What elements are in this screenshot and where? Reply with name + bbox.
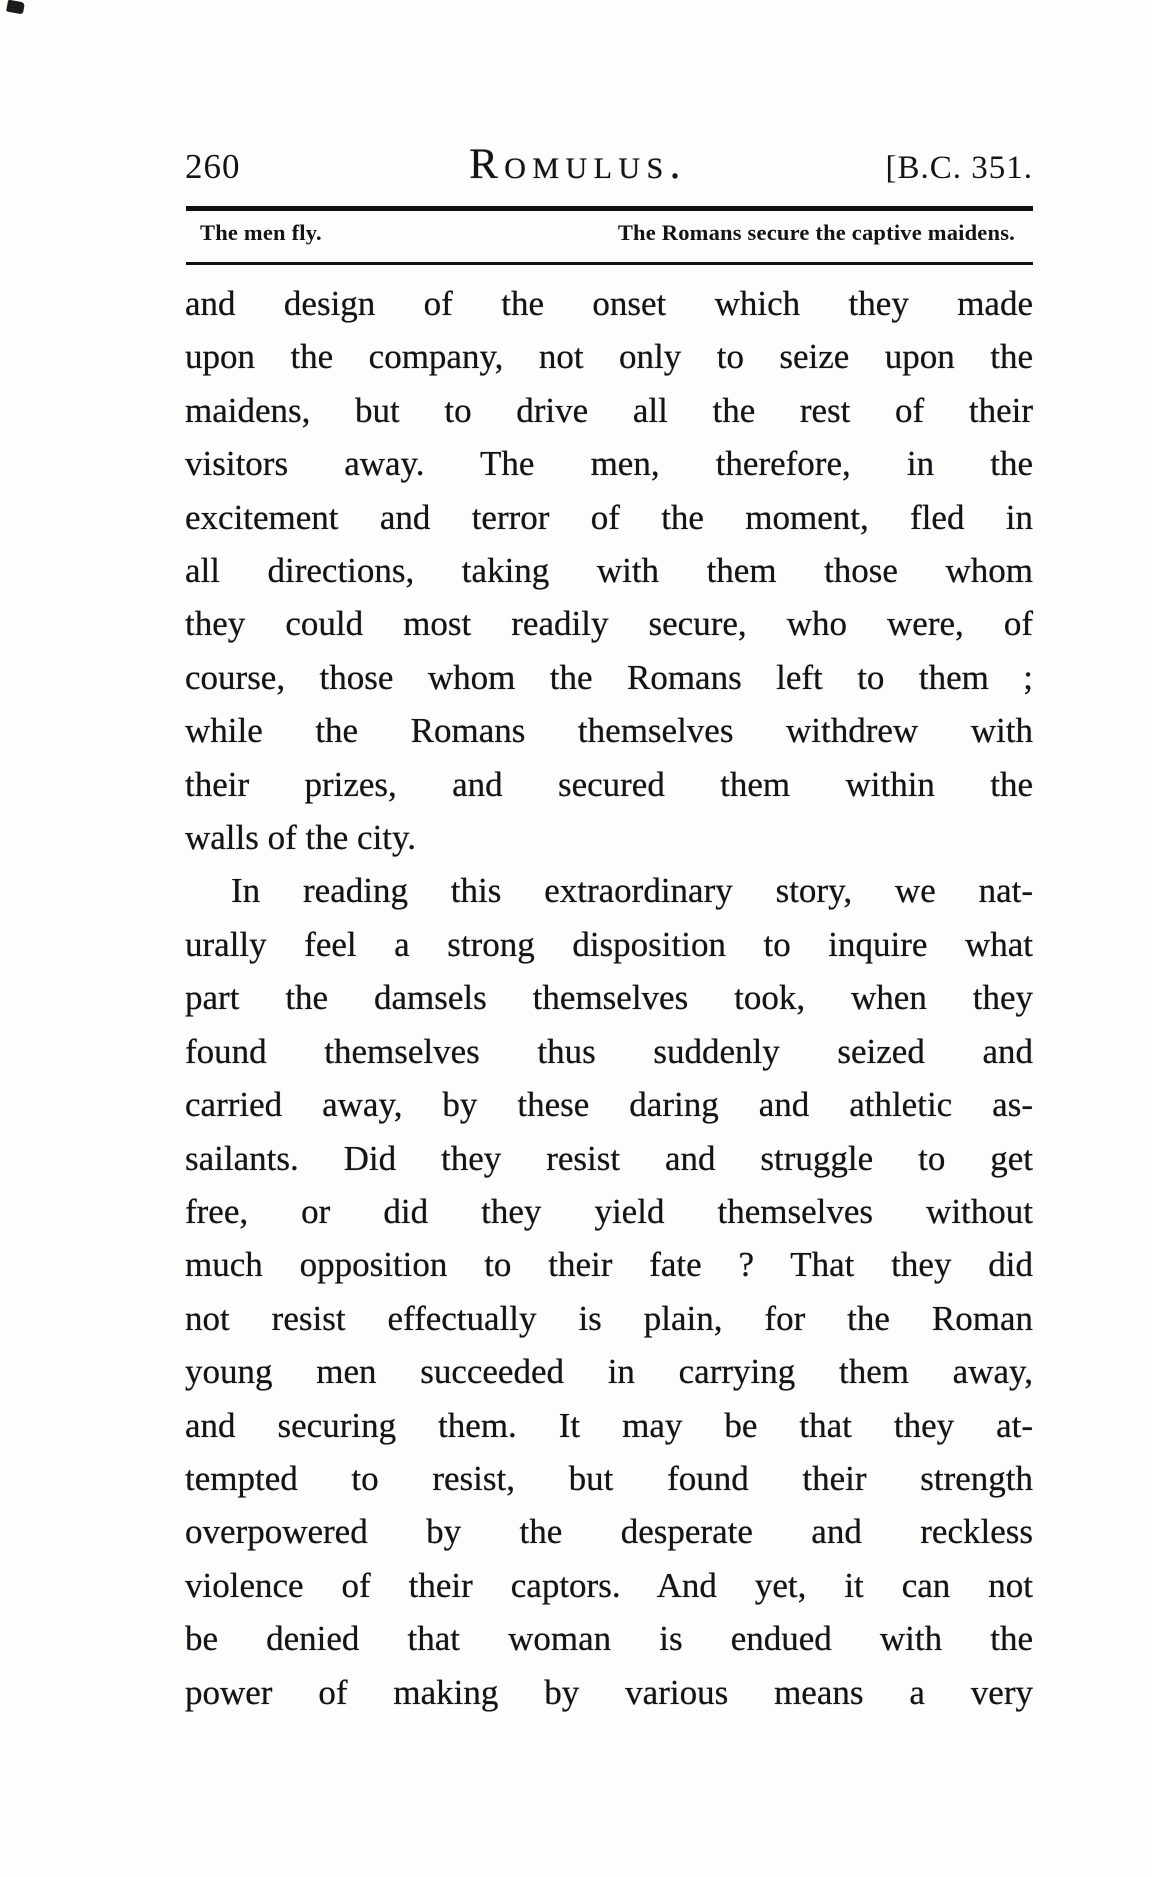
page-number: 260 <box>185 147 241 186</box>
text-line: visitors away. The men, therefore, in the <box>185 444 1033 484</box>
running-heads <box>185 220 1033 246</box>
text-line: In reading this extraordinary story, we nat- <box>231 871 1033 911</box>
text-line: while the Romans themselves withdrew with <box>185 711 1033 751</box>
era-marker: [B.C. 351. <box>885 150 1033 186</box>
text-line: power of making by various means a very <box>185 1672 1033 1712</box>
text-line: overpowered by the desperate and reckless <box>185 1512 1033 1552</box>
running-head-right: The Romans secure the captive maidens. <box>617 220 1015 245</box>
running-head-left: The men fly. <box>200 220 322 245</box>
text-line: free, or did they yield themselves without <box>185 1191 1033 1231</box>
scan-artifact <box>6 0 25 14</box>
text-line: maidens, but to drive all the rest of their <box>185 390 1033 430</box>
header-rule-thick <box>186 206 1033 211</box>
text-line: their prizes, and secured them within the <box>185 764 1033 804</box>
text-line: and design of the onset which they made <box>185 284 1033 323</box>
body-text <box>185 277 1033 1719</box>
text-line: walls of the city. <box>185 818 417 858</box>
text-line: upon the company, not only to seize upon the <box>185 337 1033 377</box>
page-title: Romulus. <box>469 141 687 188</box>
text-line: all directions, taking with them those whom <box>185 551 1033 591</box>
page-header <box>185 140 1033 189</box>
text-line: be denied that woman is endued with the <box>185 1619 1033 1659</box>
text-line: sailants. Did they resist and struggle to get <box>185 1138 1033 1178</box>
text-line: course, those whom the Romans left to them ; <box>185 657 1033 697</box>
text-line: carried away, by these daring and athletic as- <box>185 1085 1033 1125</box>
text-line: not resist effectually is plain, for the Roman <box>185 1298 1033 1338</box>
text-line: they could most readily secure, who were, of <box>185 604 1033 644</box>
text-line: excitement and terror of the moment, fled in <box>185 497 1033 537</box>
paragraph <box>185 864 1033 1719</box>
text-line: violence of their captors. And yet, it can not <box>185 1565 1033 1605</box>
paragraph <box>185 277 1033 864</box>
text-line: urally feel a strong disposition to inquire what <box>185 924 1033 964</box>
text-line: and securing them. It may be that they at- <box>185 1405 1033 1445</box>
text-line: found themselves thus suddenly seized and <box>185 1031 1033 1071</box>
header-rule-thin <box>186 262 1033 265</box>
text-line: part the damsels themselves took, when they <box>185 978 1033 1018</box>
text-line: tempted to resist, but found their strength <box>185 1458 1033 1498</box>
text-line: much opposition to their fate ? That they did <box>185 1245 1033 1285</box>
text-line: young men succeeded in carrying them away, <box>185 1352 1033 1392</box>
